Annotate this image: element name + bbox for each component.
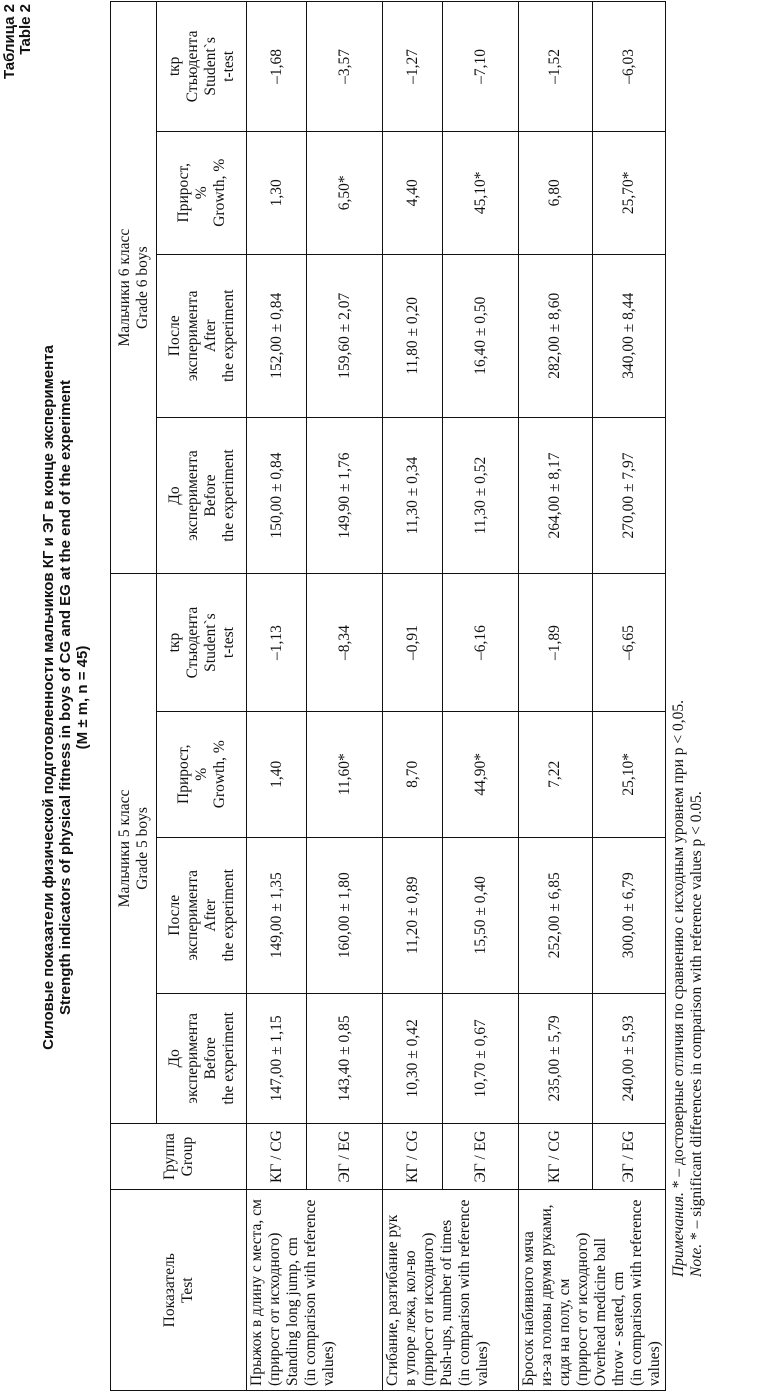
header-g5-after: После эксперимента After the experiment <box>157 837 247 993</box>
header-g6-ttest: tкр Стьюдента Student`s t-test <box>157 2 247 132</box>
value-cell-g5-after: 15,50 ± 0,40 <box>443 837 519 993</box>
value-cell-g5-after: 160,00 ± 1,80 <box>307 837 383 993</box>
table-title <box>40 0 91 1395</box>
title-ru: Силовые показатели физической подготовленности мальчиков КГ и ЭГ в конце эксперимента <box>40 345 57 1050</box>
test-name-line: из-за головы двумя руками, <box>538 1204 555 1386</box>
value-cell-g5-growth: 11,60* <box>307 711 383 837</box>
value-cell-g6-after: 282,00 ± 8,60 <box>519 254 593 417</box>
value-cell-g5-growth: 25,10* <box>592 711 666 837</box>
strength-table <box>110 1 666 1391</box>
value-cell-g5-t: –0,91 <box>383 574 443 712</box>
value-cell-g6-growth: 45,10* <box>443 131 519 254</box>
test-name-line: (прирост от исходного) <box>266 1232 283 1386</box>
table-row <box>592 2 666 1391</box>
value-cell-g6-after: 159,60 ± 2,07 <box>307 254 383 417</box>
value-cell-g5-t: –1,89 <box>519 574 593 712</box>
value-cell-g6-before: 11,30 ± 0,52 <box>443 417 519 573</box>
value-cell-g5-growth: 7,22 <box>519 711 593 837</box>
test-name-line: Прыжок в длину с места, см <box>248 1199 265 1386</box>
header-grade6: Мальчики 6 класс Grade 6 boys <box>111 2 157 574</box>
header-grade5: Мальчики 5 класс Grade 5 boys <box>111 574 157 1123</box>
test-name-line: Push-ups, number of times <box>438 1219 455 1386</box>
value-cell-g5-after: 300,00 ± 6,79 <box>592 837 666 993</box>
header-g6-after: После эксперимента After the experiment <box>157 254 247 417</box>
group-cell: ЭГ / EG <box>443 1123 519 1190</box>
value-cell-g6-after: 152,00 ± 0,84 <box>247 254 307 417</box>
table-label <box>2 4 34 79</box>
value-cell-g5-growth: 1,40 <box>247 711 307 837</box>
value-cell-g6-growth: 6,50* <box>307 131 383 254</box>
value-cell-g5-t: –6,16 <box>443 574 519 712</box>
value-cell-g6-growth: 25,70* <box>592 131 666 254</box>
header-row-1 <box>111 2 157 1391</box>
note-ru: Примечания. * – достоверные отличия по сравнению с исходным уровнем при р < 0,05. <box>670 700 687 1277</box>
header-test: Показатель Test <box>111 1190 247 1391</box>
header-group: Группа Group <box>111 1123 247 1190</box>
test-name-line: (in comparison with reference <box>628 1199 645 1386</box>
test-name-line: (in comparison with reference <box>456 1199 473 1386</box>
test-name-line: values) <box>320 1341 337 1386</box>
value-cell-g5-growth: 8,70 <box>383 711 443 837</box>
value-cell-g5-after: 11,20 ± 0,89 <box>383 837 443 993</box>
value-cell-g6-before: 11,30 ± 0,34 <box>383 417 443 573</box>
note-en: Note. * – significant differences in comparison with reference values p < 0.05. <box>688 791 705 1277</box>
value-cell-g5-after: 149,00 ± 1,35 <box>247 837 307 993</box>
header-g5-before: До эксперимента Before the experiment <box>157 993 247 1123</box>
value-cell-g6-growth: 4,40 <box>383 131 443 254</box>
table-label-en: Table 2 <box>17 4 34 55</box>
test-name-line: сидя на полу, см <box>556 1278 573 1386</box>
value-cell-g5-t: –6,65 <box>592 574 666 712</box>
value-cell-g5-t: –8,34 <box>307 574 383 712</box>
value-cell-g5-after: 252,00 ± 6,85 <box>519 837 593 993</box>
header-g5-ttest: tкр Стьюдента Student`s t-test <box>157 574 247 712</box>
group-cell: ЭГ / EG <box>307 1123 383 1190</box>
value-cell-g6-t: –1,52 <box>519 2 593 132</box>
test-name-line: throw - seated, cm <box>610 1271 627 1386</box>
test-name-line: values) <box>474 1341 491 1386</box>
test-name-line: Overhead medicine ball <box>592 1237 609 1386</box>
test-name-cell <box>247 1190 383 1391</box>
value-cell-g5-before: 10,30 ± 0,42 <box>383 993 443 1123</box>
title-sample: (M ± m, n = 45) <box>74 645 91 750</box>
group-cell: КГ / CG <box>383 1123 443 1190</box>
test-name-line: (прирост от исходного) <box>574 1232 591 1386</box>
value-cell-g5-before: 240,00 ± 5,93 <box>592 993 666 1123</box>
table-row <box>307 2 383 1391</box>
group-cell: ЭГ / EG <box>592 1123 666 1190</box>
value-cell-g5-before: 143,40 ± 0,85 <box>307 993 383 1123</box>
test-name-line: Standing long jump, cm <box>284 1237 301 1386</box>
value-cell-g6-before: 270,00 ± 7,97 <box>592 417 666 573</box>
value-cell-g6-after: 16,40 ± 0,50 <box>443 254 519 417</box>
table-row <box>383 2 443 1391</box>
value-cell-g5-before: 235,00 ± 5,79 <box>519 993 593 1123</box>
value-cell-g6-t: –1,68 <box>247 2 307 132</box>
test-name-line: values) <box>646 1341 663 1386</box>
table-label-ru: Таблица 2 <box>1 4 18 80</box>
value-cell-g5-before: 147,00 ± 1,15 <box>247 993 307 1123</box>
table-row <box>247 2 307 1391</box>
value-cell-g5-t: –1,13 <box>247 574 307 712</box>
value-cell-g6-before: 149,90 ± 1,76 <box>307 417 383 573</box>
table-row <box>443 2 519 1391</box>
value-cell-g6-t: –1,27 <box>383 2 443 132</box>
group-cell: КГ / CG <box>519 1123 593 1190</box>
header-g6-before: До эксперимента Before the experiment <box>157 417 247 573</box>
title-en: Strength indicators of physical fitness in boys of CG and EG at the end of the experiment <box>57 379 74 1016</box>
value-cell-g6-t: –6,03 <box>592 2 666 132</box>
value-cell-g6-before: 150,00 ± 0,84 <box>247 417 307 573</box>
test-name-line: (in comparison with reference <box>302 1199 319 1386</box>
value-cell-g6-growth: 6,80 <box>519 131 593 254</box>
table-row <box>519 2 593 1391</box>
value-cell-g5-before: 10,70 ± 0,67 <box>443 993 519 1123</box>
value-cell-g6-growth: 1,30 <box>247 131 307 254</box>
value-cell-g6-after: 340,00 ± 8,44 <box>592 254 666 417</box>
test-name-line: (прирост от исходного) <box>420 1232 437 1386</box>
test-name-line: в упоре лежа, кол-во <box>402 1250 419 1386</box>
value-cell-g6-before: 264,00 ± 8,17 <box>519 417 593 573</box>
test-name-cell <box>383 1190 519 1391</box>
test-name-line: Бросок набивного мяча <box>520 1231 537 1386</box>
value-cell-g6-after: 11,80 ± 0,20 <box>383 254 443 417</box>
group-cell: КГ / CG <box>247 1123 307 1190</box>
value-cell-g6-t: –7,10 <box>443 2 519 132</box>
test-name-line: Сгибание, разгибание рук <box>384 1214 401 1386</box>
header-g6-growth: Прирост, % Growth, % <box>157 131 247 254</box>
value-cell-g6-t: –3,57 <box>307 2 383 132</box>
header-g5-growth: Прирост, % Growth, % <box>157 711 247 837</box>
value-cell-g5-growth: 44,90* <box>443 711 519 837</box>
test-name-cell <box>519 1190 666 1391</box>
table-notes <box>670 77 706 1277</box>
